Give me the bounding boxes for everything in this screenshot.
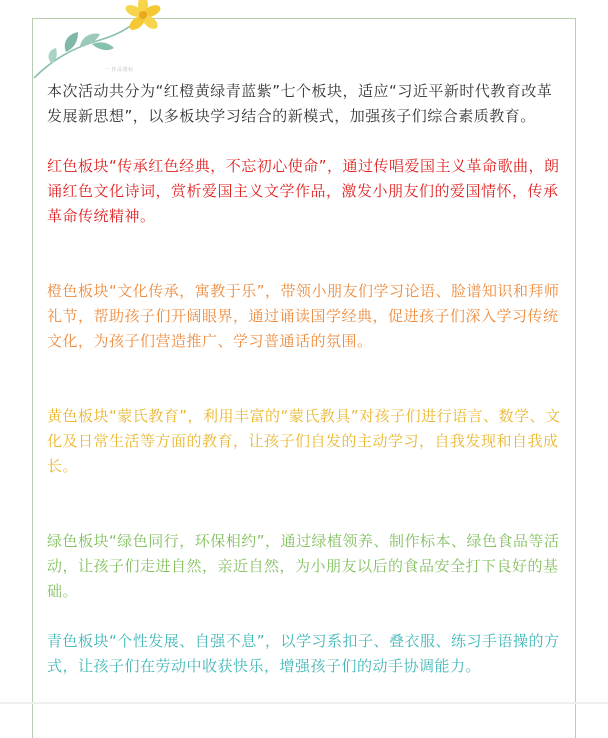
- intro-paragraph: 本次活动共分为“红橙黄绿青蓝紫”七个板块，适应“习近平新时代教育改革发展新思想”，以多板块学习结合的新模式，加强孩子们综合素质教育。: [47, 82, 553, 125]
- cyan-section-paragraph: 青色板块“个性发展、自强不息”，以学习系扣子、叠衣服、练习手语操的方式，让孩子们在劳动中收获快乐，增强孩子们的动手协调能力。: [47, 632, 560, 675]
- yellow-section-paragraph: 黄色板块“蒙氏教育”，利用丰富的“蒙氏教具”对孩子们进行语言、数学、文化及日常生活等方面的教育，让孩子们自发的主动学习，自我发现和自我成长。: [47, 407, 561, 475]
- orange-section-paragraph: 橙色板块“文化传承，寓教于乐”，带领小朋友们学习论语、脸谱知识和拜师礼节，帮助孩子们开阔眼界，通过诵读国学经典，促进孩子们深入学习传统文化，为孩子们营造推广、学习普通话的氛围。: [47, 282, 560, 350]
- article-body: [47, 79, 567, 679]
- flower-vine-icon: [22, 0, 172, 82]
- red-section-paragraph: 红色板块“传承红色经典，不忘初心使命”，通过传唱爱国主义革命歌曲，朗诵红色文化诗词，赏析爱国主义文学作品，激发小朋友们的爱国情怀，传承革命传统精神。: [47, 157, 560, 225]
- decoration-caption: 一 作品图标: [104, 67, 134, 73]
- green-section-paragraph: 绿色板块“绿色同行，环保相约”，通过绿植领养、制作标本、绿色食品等活动，让孩子们走进自然，亲近自然，为小朋友以后的食品安全打下良好的基础。: [47, 532, 560, 600]
